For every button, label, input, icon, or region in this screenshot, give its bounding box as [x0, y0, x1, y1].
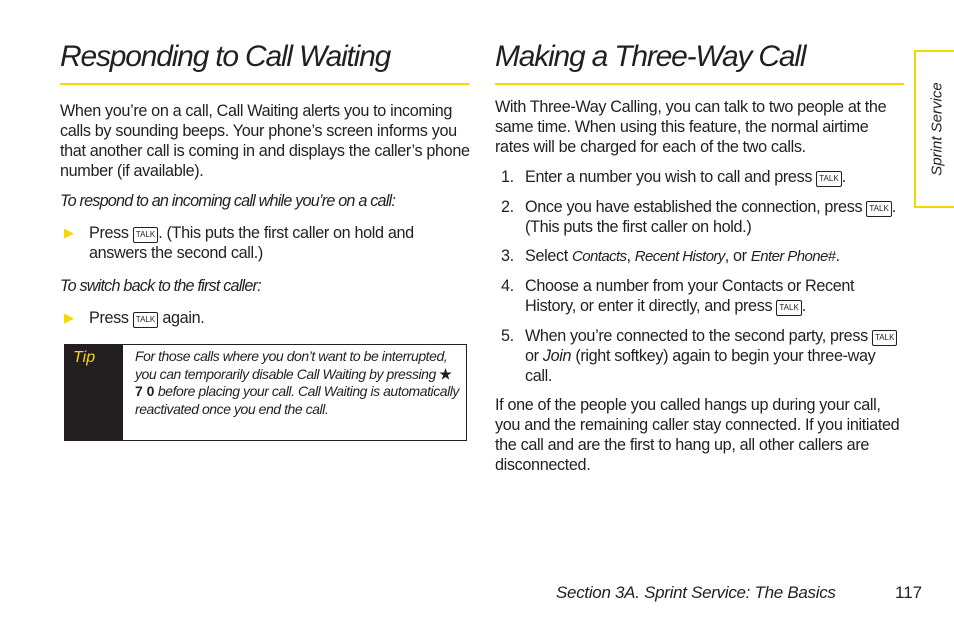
- heading-call-waiting: Responding to Call Waiting: [60, 40, 391, 73]
- step-number: 5.: [501, 327, 514, 345]
- step-text-a: Select: [525, 247, 568, 265]
- side-tab-label: Sprint Service: [928, 82, 946, 176]
- talk-key-icon: TALK: [866, 201, 891, 217]
- step-text: [525, 197, 905, 237]
- talk-key-icon: TALK: [776, 300, 801, 316]
- respond-subheading: To respond to an incoming call while you’re on a call:: [60, 192, 396, 210]
- tip-label-block: [65, 345, 123, 440]
- step-text-a: Choose a number from your Contacts or Recent History, or enter it directly, and press: [525, 277, 855, 315]
- call-waiting-intro: When you’re on a call, Call Waiting alerts you to incoming calls by sounding beeps. Your phone’s screen informs you that another call is coming in and displays the caller’s phone number (if available).: [60, 102, 470, 180]
- bullet-arrow-icon: ▶: [64, 225, 74, 240]
- switch-step-text: again.: [162, 309, 205, 327]
- bullet-arrow-icon: ▶: [64, 310, 74, 325]
- step-text-b: .: [841, 168, 846, 186]
- respond-step: [89, 223, 444, 263]
- respond-step-text: . (This puts the first caller on hold and answers the second call.): [89, 224, 414, 262]
- step-text: [525, 167, 905, 187]
- talk-key-icon: TALK: [133, 312, 158, 328]
- switch-subheading: To switch back to the first caller:: [60, 277, 261, 295]
- step-text-a: Once you have established the connection, press: [525, 198, 863, 216]
- step-text: [525, 246, 905, 267]
- menu-option-recent-history: Recent History: [634, 248, 725, 265]
- tip-text: [135, 348, 460, 418]
- switch-step: [89, 308, 204, 328]
- step-text-or: or: [525, 347, 539, 365]
- tip-text-before: For those calls where you don’t want to be interrupted, you can temporarily disable Call Waiting by pressing: [135, 348, 448, 382]
- step-number: 3.: [501, 247, 514, 265]
- step-number: 1.: [501, 168, 514, 186]
- step-number: 4.: [501, 277, 514, 295]
- step-text: [525, 326, 905, 386]
- step-text-a: Enter a number you wish to call and press: [525, 168, 813, 186]
- heading-underline: [495, 83, 904, 85]
- menu-option-enter-phone: Enter Phone#: [750, 248, 836, 265]
- step-text-b: (right softkey) again to begin your three-way call.: [525, 347, 876, 385]
- footer-section-title: Section 3A. Sprint Service: The Basics: [556, 583, 836, 602]
- tip-box: [64, 344, 467, 441]
- separator: ,: [626, 247, 631, 265]
- step-text: [525, 276, 905, 316]
- switch-step-press: Press: [89, 309, 129, 327]
- step-text-b: . (This puts the first caller on hold.): [525, 198, 896, 236]
- talk-key-icon: TALK: [133, 227, 158, 243]
- respond-step-press: Press: [89, 224, 129, 242]
- step-number: 2.: [501, 198, 514, 216]
- heading-three-way-call: Making a Three-Way Call: [495, 40, 806, 73]
- talk-key-icon: TALK: [816, 171, 841, 187]
- menu-option-contacts: Contacts: [572, 248, 627, 265]
- tip-label: Tip: [73, 349, 96, 366]
- three-way-intro: With Three-Way Calling, you can talk to two people at the same time. When using this feature, the normal airtime rates will be charged for each of the two calls.: [495, 98, 887, 156]
- key-sequence: ★ 7 0: [135, 365, 452, 400]
- step-text-b: .: [801, 297, 806, 315]
- section-side-tab: [914, 50, 954, 208]
- separator: , or: [724, 247, 747, 265]
- softkey-join: Join: [542, 347, 572, 365]
- three-way-outro: If one of the people you called hangs up during your call, you and the remaining caller stay connected. If you initiated the call and are the first to hang up, all other callers are disconnected.: [495, 396, 900, 474]
- step-text-b: .: [835, 247, 840, 265]
- page-number: 117: [895, 583, 923, 602]
- talk-key-icon: TALK: [872, 330, 897, 346]
- step-text-a: When you’re connected to the second party, press: [525, 327, 868, 345]
- tip-text-after: before placing your call. Call Waiting is automatically reactivated once you end the call.: [135, 383, 459, 417]
- heading-underline: [60, 83, 469, 85]
